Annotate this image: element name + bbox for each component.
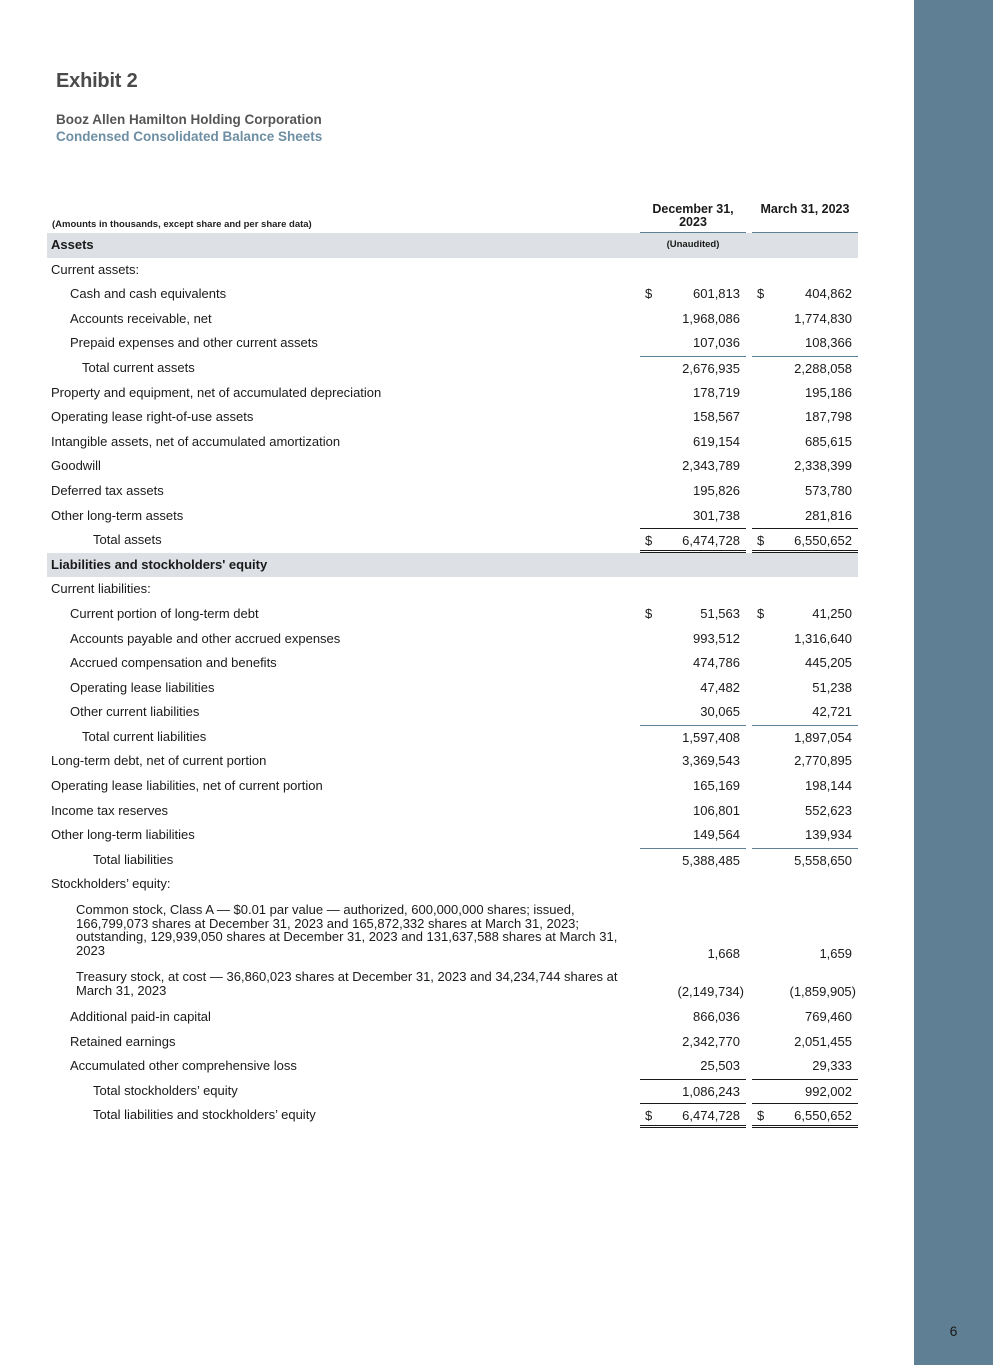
value-amount: 5,558,650: [794, 852, 852, 868]
value-cell: [752, 1054, 858, 1079]
row-label: Operating lease liabilities, net of current portion: [51, 778, 323, 794]
value-cell: [640, 627, 746, 652]
row-label: Prepaid expenses and other current assets: [70, 335, 318, 351]
row-label: Accounts payable and other accrued expenses: [70, 630, 341, 646]
row-label: Deferred tax assets: [51, 482, 164, 498]
value-cell: [640, 651, 746, 676]
value-cell: [640, 479, 746, 504]
value-cell: [752, 700, 858, 725]
value-cell: [640, 774, 746, 799]
value-cell: [752, 479, 858, 504]
row-label: Total current assets: [82, 359, 195, 375]
value-amount: 685,615: [805, 433, 852, 449]
value-amount: 5,388,485: [682, 852, 740, 868]
value-amount: 993,512: [693, 630, 740, 646]
value-cell: [752, 651, 858, 676]
value-cell: [640, 282, 746, 307]
value-cell: [752, 282, 858, 307]
value-amount: (1,859,905): [789, 984, 856, 1000]
unaudited-note: (Unaudited): [666, 239, 720, 250]
row-label: Stockholders’ equity:: [51, 876, 171, 892]
value-amount: 149,564: [693, 827, 740, 843]
table-row: [47, 1005, 858, 1030]
dollar-sign: $: [645, 533, 653, 549]
table-row: [47, 282, 858, 307]
row-label: Intangible assets, net of accumulated amortization: [51, 433, 341, 449]
row-label: Total liabilities and stockholders’ equity: [93, 1107, 316, 1123]
row-label: Retained earnings: [70, 1033, 176, 1049]
table-row: [47, 331, 858, 356]
table-row: [47, 381, 858, 406]
row-label: Other current liabilities: [70, 704, 200, 720]
value-amount: 2,342,770: [682, 1033, 740, 1049]
table-row: [47, 774, 858, 799]
section-header: [47, 233, 858, 258]
value-amount: 552,623: [805, 802, 852, 818]
table-row: [47, 1103, 858, 1128]
value-amount: 474,786: [693, 655, 740, 671]
table-row: [47, 307, 858, 332]
value-cell: [640, 1005, 746, 1030]
table-row: [47, 700, 858, 725]
value-cell: [752, 627, 858, 652]
value-amount: 1,597,408: [682, 729, 740, 745]
value-cell: [752, 381, 858, 406]
column-header-mar-2023: March 31, 2023: [760, 202, 850, 216]
value-amount: 2,338,399: [794, 458, 852, 474]
row-label: Other long-term liabilities: [51, 827, 195, 843]
value-cell: [752, 848, 858, 873]
row-label: Cash and cash equivalents: [70, 286, 227, 302]
value-amount: 1,668: [707, 946, 740, 962]
value-amount: 107,036: [693, 335, 740, 351]
value-amount: 51,563: [700, 605, 740, 621]
value-amount: 3,369,543: [682, 753, 740, 769]
value-cell: [752, 430, 858, 455]
dollar-sign: $: [757, 605, 765, 621]
value-cell: [640, 381, 746, 406]
value-amount: 866,036: [693, 1009, 740, 1025]
value-amount: 2,288,058: [794, 360, 852, 376]
row-label: Additional paid-in capital: [70, 1009, 211, 1025]
value-amount: 6,474,728: [682, 1108, 740, 1124]
value-amount: 992,002: [805, 1083, 852, 1099]
value-amount: 30,065: [700, 704, 740, 720]
table-row: [47, 799, 858, 824]
value-cell: [640, 430, 746, 455]
value-cell: [640, 980, 746, 1005]
value-cell: [640, 1079, 746, 1104]
value-amount: 42,721: [812, 704, 852, 720]
value-cell: [640, 454, 746, 479]
value-amount: 41,250: [812, 605, 852, 621]
value-amount: 195,826: [693, 482, 740, 498]
table-row: [47, 823, 858, 848]
value-amount: 445,205: [805, 655, 852, 671]
value-cell: [640, 1103, 746, 1128]
table-row: [47, 602, 858, 627]
value-amount: 6,550,652: [794, 1108, 852, 1124]
value-cell: [640, 749, 746, 774]
value-cell: [752, 823, 858, 848]
value-amount: 2,770,895: [794, 753, 852, 769]
value-cell: [752, 405, 858, 430]
value-amount: 619,154: [693, 433, 740, 449]
row-label: Treasury stock, at cost — 36,860,023 shares at December 31, 2023 and 34,234,744 shares at March 31, 2023: [76, 969, 618, 998]
row-label: Operating lease liabilities: [70, 679, 215, 695]
value-cell: [640, 356, 746, 381]
value-amount: 106,801: [693, 802, 740, 818]
table-row: [47, 725, 858, 750]
table-row: [47, 749, 858, 774]
value-cell: [752, 1005, 858, 1030]
value-amount: 573,780: [805, 482, 852, 498]
table-row: [47, 454, 858, 479]
row-label: Accrued compensation and benefits: [70, 655, 277, 671]
value-amount: 601,813: [693, 286, 740, 302]
value-amount: 301,738: [693, 507, 740, 523]
table-row: [47, 356, 858, 381]
value-amount: 158,567: [693, 409, 740, 425]
value-cell: [640, 942, 746, 967]
value-cell: [752, 1030, 858, 1055]
value-cell: [752, 528, 858, 553]
value-cell: [752, 749, 858, 774]
row-label: Liabilities and stockholders' equity: [51, 556, 268, 572]
value-amount: 195,186: [805, 384, 852, 400]
value-cell: [752, 774, 858, 799]
value-cell: [640, 799, 746, 824]
value-cell: [640, 725, 746, 750]
table-row: [47, 967, 858, 1005]
row-label: Goodwill: [51, 458, 101, 474]
value-cell: [752, 331, 858, 356]
value-cell: [752, 1103, 858, 1128]
value-cell: [752, 725, 858, 750]
value-amount: 198,144: [805, 778, 852, 794]
value-cell: [640, 405, 746, 430]
value-amount: (2,149,734): [677, 984, 744, 1000]
table-row: [47, 627, 858, 652]
value-cell: [640, 676, 746, 701]
row-label: Common stock, Class A — $0.01 par value — authorized, 600,000,000 shares; issued, 166,799,073 shares at December 31, 2023 and 165,872,332 shares at March 31, 2023; outstanding, 129,939,050 shares at December 31, 2023 and 131,637,588 shares at March 31, 2023: [76, 902, 618, 958]
value-amount: 6,474,728: [682, 533, 740, 549]
row-label: Total liabilities: [93, 851, 174, 867]
dollar-sign: $: [757, 533, 765, 549]
dollar-sign: $: [757, 286, 765, 302]
value-cell: [752, 504, 858, 529]
value-amount: 1,774,830: [794, 310, 852, 326]
dollar-sign: $: [645, 286, 653, 302]
row-label: Assets: [51, 237, 94, 252]
sidebar-band: [914, 0, 993, 1365]
table-row: [47, 651, 858, 676]
row-label: Other long-term assets: [51, 507, 184, 523]
value-amount: 281,816: [805, 507, 852, 523]
row-label: Total current liabilities: [82, 728, 207, 744]
table-row: [47, 258, 858, 283]
page-number: 6: [949, 1323, 958, 1339]
value-amount: 1,897,054: [794, 729, 852, 745]
value-amount: 51,238: [812, 679, 852, 695]
table-row: [47, 405, 858, 430]
value-amount: 165,169: [693, 778, 740, 794]
value-cell: [640, 307, 746, 332]
value-amount: 108,366: [805, 335, 852, 351]
row-label: Accumulated other comprehensive loss: [70, 1058, 297, 1074]
value-cell: [640, 504, 746, 529]
value-cell: [640, 848, 746, 873]
table-row: [47, 1079, 858, 1104]
value-amount: 25,503: [700, 1058, 740, 1074]
row-label: Income tax reserves: [51, 802, 169, 818]
statement-title: Condensed Consolidated Balance Sheets: [56, 129, 323, 144]
dollar-sign: $: [645, 1108, 653, 1124]
value-amount: 2,343,789: [682, 458, 740, 474]
value-cell: [752, 356, 858, 381]
value-amount: 1,659: [819, 946, 852, 962]
table-row: [47, 479, 858, 504]
table-row: [47, 1030, 858, 1055]
value-amount: 6,550,652: [794, 533, 852, 549]
value-cell: [640, 331, 746, 356]
table-row: [47, 504, 858, 529]
value-amount: 139,934: [805, 827, 852, 843]
value-cell: [640, 602, 746, 627]
row-label: Total stockholders’ equity: [93, 1082, 238, 1098]
value-cell: [752, 1079, 858, 1104]
value-amount: 2,051,455: [794, 1033, 852, 1049]
value-cell: [640, 823, 746, 848]
table-row: [47, 528, 858, 553]
row-label: Current portion of long-term debt: [70, 605, 259, 621]
units-note: (Amounts in thousands, except share and per share data): [52, 219, 312, 230]
value-amount: 769,460: [805, 1009, 852, 1025]
table-row: [47, 430, 858, 455]
value-amount: 1,316,640: [794, 630, 852, 646]
row-label: Current liabilities:: [51, 581, 151, 597]
value-cell: [752, 676, 858, 701]
dollar-sign: $: [645, 605, 653, 621]
value-cell: [752, 602, 858, 627]
column-header-dec-2023: December 31, 2023: [652, 202, 734, 229]
row-label: Property and equipment, net of accumulated depreciation: [51, 384, 382, 400]
table-row: [47, 676, 858, 701]
value-amount: 404,862: [805, 286, 852, 302]
value-cell: [752, 980, 858, 1005]
company-name: Booz Allen Hamilton Holding Corporation: [56, 112, 322, 127]
table-row: [47, 1054, 858, 1079]
row-label: Total assets: [93, 532, 162, 548]
value-amount: 47,482: [700, 679, 740, 695]
value-cell: [752, 799, 858, 824]
value-cell: [752, 942, 858, 967]
exhibit-title: Exhibit 2: [56, 70, 138, 92]
table-row: [47, 872, 858, 897]
value-cell: [640, 1030, 746, 1055]
table-row: [47, 577, 858, 602]
value-amount: 187,798: [805, 409, 852, 425]
value-cell: [752, 307, 858, 332]
row-label: Accounts receivable, net: [70, 310, 212, 326]
row-label: Operating lease right-of-use assets: [51, 409, 254, 425]
value-amount: 29,333: [812, 1058, 852, 1074]
dollar-sign: $: [757, 1108, 765, 1124]
section-header: [47, 553, 858, 578]
table-row: [47, 848, 858, 873]
value-cell: [640, 700, 746, 725]
row-label: Long-term debt, net of current portion: [51, 753, 267, 769]
value-amount: 1,968,086: [682, 310, 740, 326]
value-cell: [640, 1054, 746, 1079]
value-amount: 178,719: [693, 384, 740, 400]
row-label: Current assets:: [51, 261, 140, 277]
balance-sheet-table: [47, 233, 858, 1128]
value-amount: 1,086,243: [682, 1083, 740, 1099]
value-amount: 2,676,935: [682, 360, 740, 376]
value-cell: [640, 528, 746, 553]
value-cell: [752, 454, 858, 479]
table-row: [47, 897, 858, 967]
